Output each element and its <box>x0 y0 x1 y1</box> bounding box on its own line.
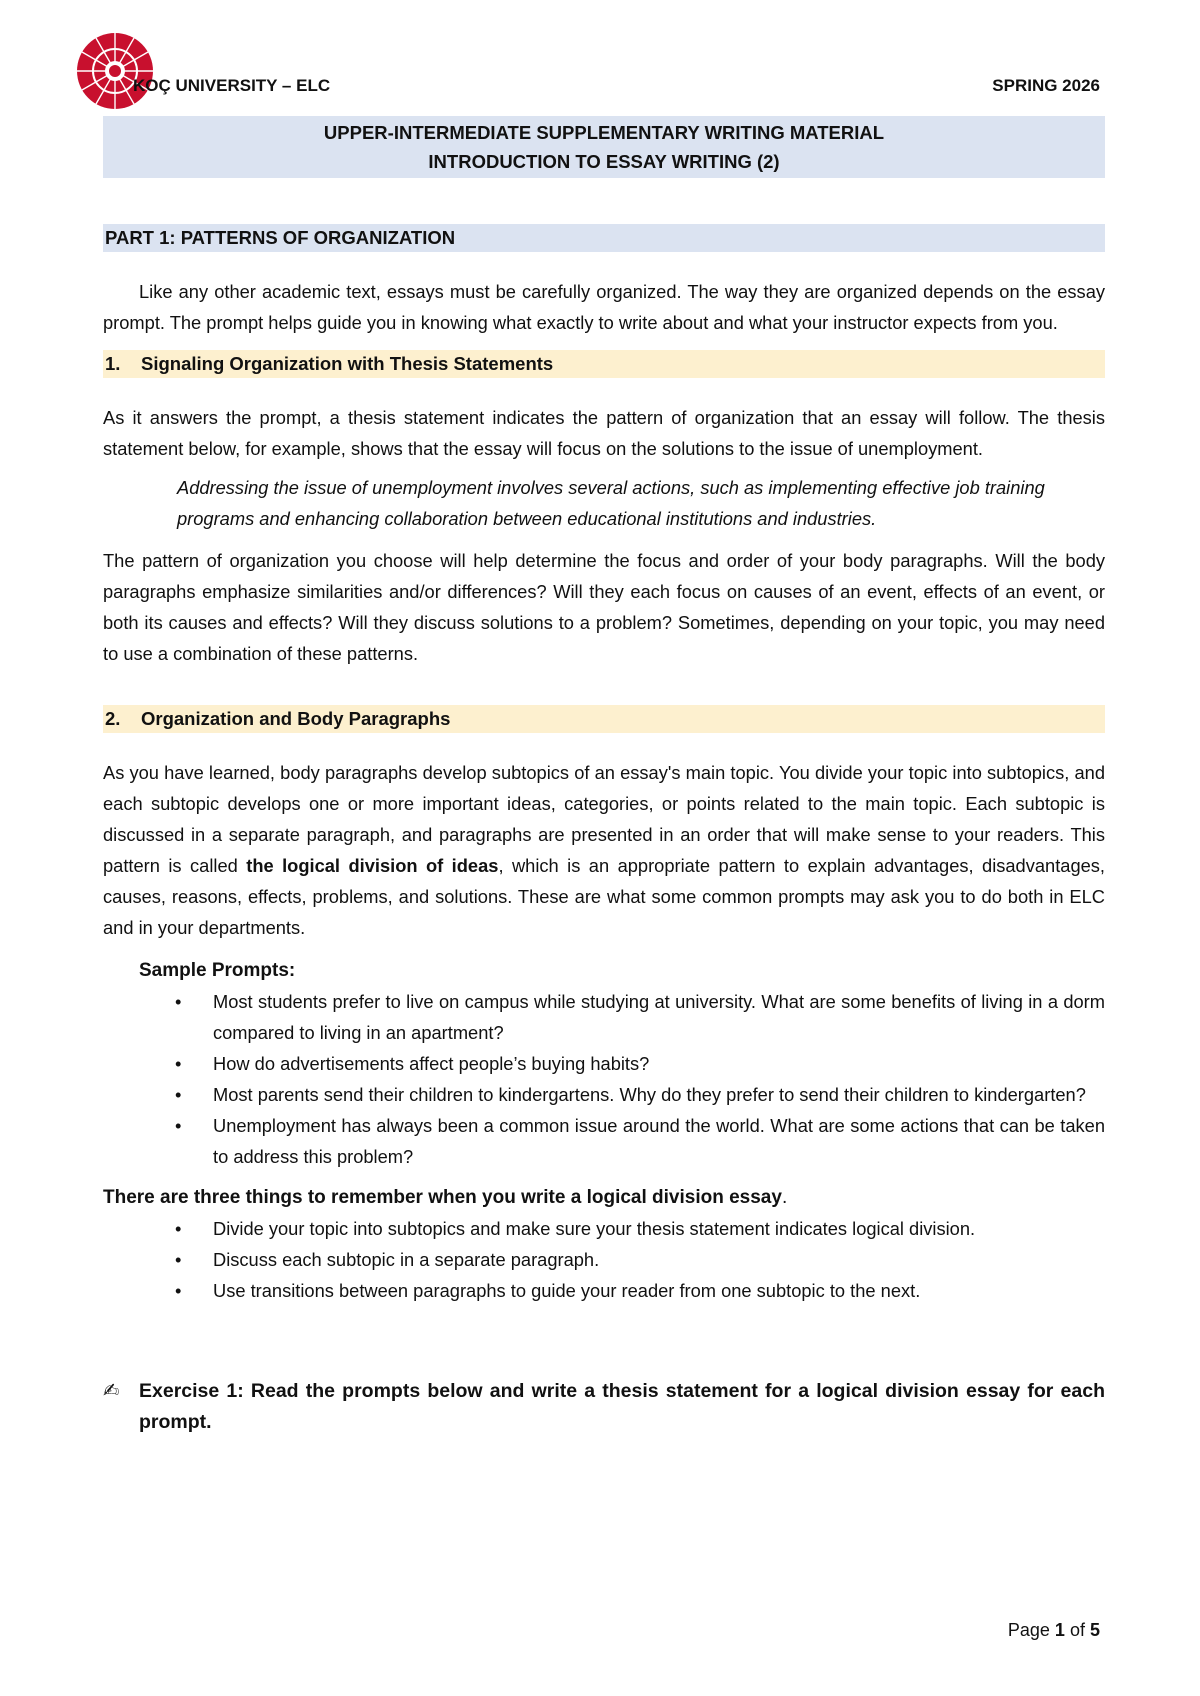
koc-university-logo <box>74 30 156 112</box>
section2-title: Organization and Body Paragraphs <box>141 708 451 729</box>
of-label: of <box>1069 1620 1085 1640</box>
section1-title: Signaling Organization with Thesis Statements <box>141 353 554 374</box>
remember-heading-text: There are three things to remember when you write a logical division essay <box>103 1187 782 1208</box>
remember-heading <box>103 1182 1105 1213</box>
thesis-example: Addressing the issue of unemployment involves several actions, such as implementing effective job training programs and enhancing collaboration between educational institutions and industries. <box>177 477 1045 529</box>
exercise-1 <box>103 1376 1105 1438</box>
logical-division-term: the logical division of ideas <box>246 855 499 876</box>
exercise-1-text: Exercise 1: Read the prompts below and write a thesis statement for a logical division essay for each prompt. <box>139 1380 1105 1433</box>
section2-para <box>103 757 1105 943</box>
pen-writing-icon: ✍ <box>103 1380 120 1402</box>
header-institution: KOÇ UNIVERSITY – ELC <box>133 76 331 95</box>
section2-para-start: As you have learned, body paragraphs develop subtopics of an essay's main topic. You divide your topic into subtopics, and each subtopic develops one or more important ideas, categories, or points related to the main topic. Each subtopic is discussed in a separate paragraph, and paragraphs are presented in an order that will make sense to your readers. This pattern is called <box>103 762 1105 876</box>
remember-heading-period: . <box>781 1187 788 1208</box>
list-item: • How do advertisements affect people’s buying habits? <box>103 1048 1105 1079</box>
section2-para-end: , which is an appropriate pattern to explain advantages, disadvantages, causes, reasons, effects, problems, and solutions. These are what some common prompts may ask you to do both in ELC and in your departments. <box>103 855 1106 938</box>
page-number <box>1008 1620 1100 1641</box>
document-body <box>103 116 1105 1438</box>
part1-heading: PART 1: PATTERNS OF ORGANIZATION <box>103 224 1105 252</box>
list-item: • Discuss each subtopic in a separate paragraph. <box>103 1244 1105 1275</box>
header-term: SPRING 2026 <box>992 76 1100 95</box>
section2-number: 2. <box>105 708 121 729</box>
current-page: 1 <box>1054 1620 1065 1640</box>
sample-prompts-list <box>103 986 1105 1172</box>
section1-number: 1. <box>105 353 121 374</box>
remember-list <box>103 1213 1105 1306</box>
list-item: • Most parents send their children to kindergartens. Why do they prefer to send their children to kindergarten? <box>103 1079 1105 1110</box>
section2-heading <box>103 705 1105 733</box>
list-item: • Use transitions between paragraphs to guide your reader from one subtopic to the next. <box>103 1275 1105 1306</box>
sample-prompts-heading: Sample Prompts: <box>139 960 296 981</box>
part1-intro: Like any other academic text, essays must be carefully organized. The way they are organized depends on the essay prompt. The prompt helps guide you in knowing what exactly to write about and what your instructor expects from you. <box>103 281 1105 333</box>
page-label: Page <box>1007 1620 1050 1640</box>
title-line-2: INTRODUCTION TO ESSAY WRITING (2) <box>428 151 780 172</box>
list-item: • Unemployment has always been a common issue around the world. What are some actions that can be taken to address this problem? <box>103 1110 1105 1172</box>
section1-heading <box>103 350 1105 378</box>
list-item: • Divide your topic into subtopics and make sure your thesis statement indicates logical division. <box>103 1213 1105 1244</box>
title-line-1: UPPER-INTERMEDIATE SUPPLEMENTARY WRITING MATERIAL <box>323 122 885 143</box>
title-banner <box>103 116 1105 178</box>
section1-para1: As it answers the prompt, a thesis statement indicates the pattern of organization that an essay will follow. The thesis statement below, for example, shows that the essay will focus on the solutions to the issue of unemployment. <box>103 407 1105 459</box>
section1-para2: The pattern of organization you choose will help determine the focus and order of your body paragraphs. Will the body paragraphs emphasize similarities and/or differences? Will they each focus on causes of an event, effects of an event, or both its causes and effects? Will they discuss solutions to a problem? Sometimes, depending on your topic, you may need to use a combination of these patterns. <box>103 550 1105 664</box>
list-item: • Most students prefer to live on campus while studying at university. What are some benefits of living in a dorm compared to living in an apartment? <box>103 986 1105 1048</box>
total-pages: 5 <box>1089 1620 1100 1640</box>
